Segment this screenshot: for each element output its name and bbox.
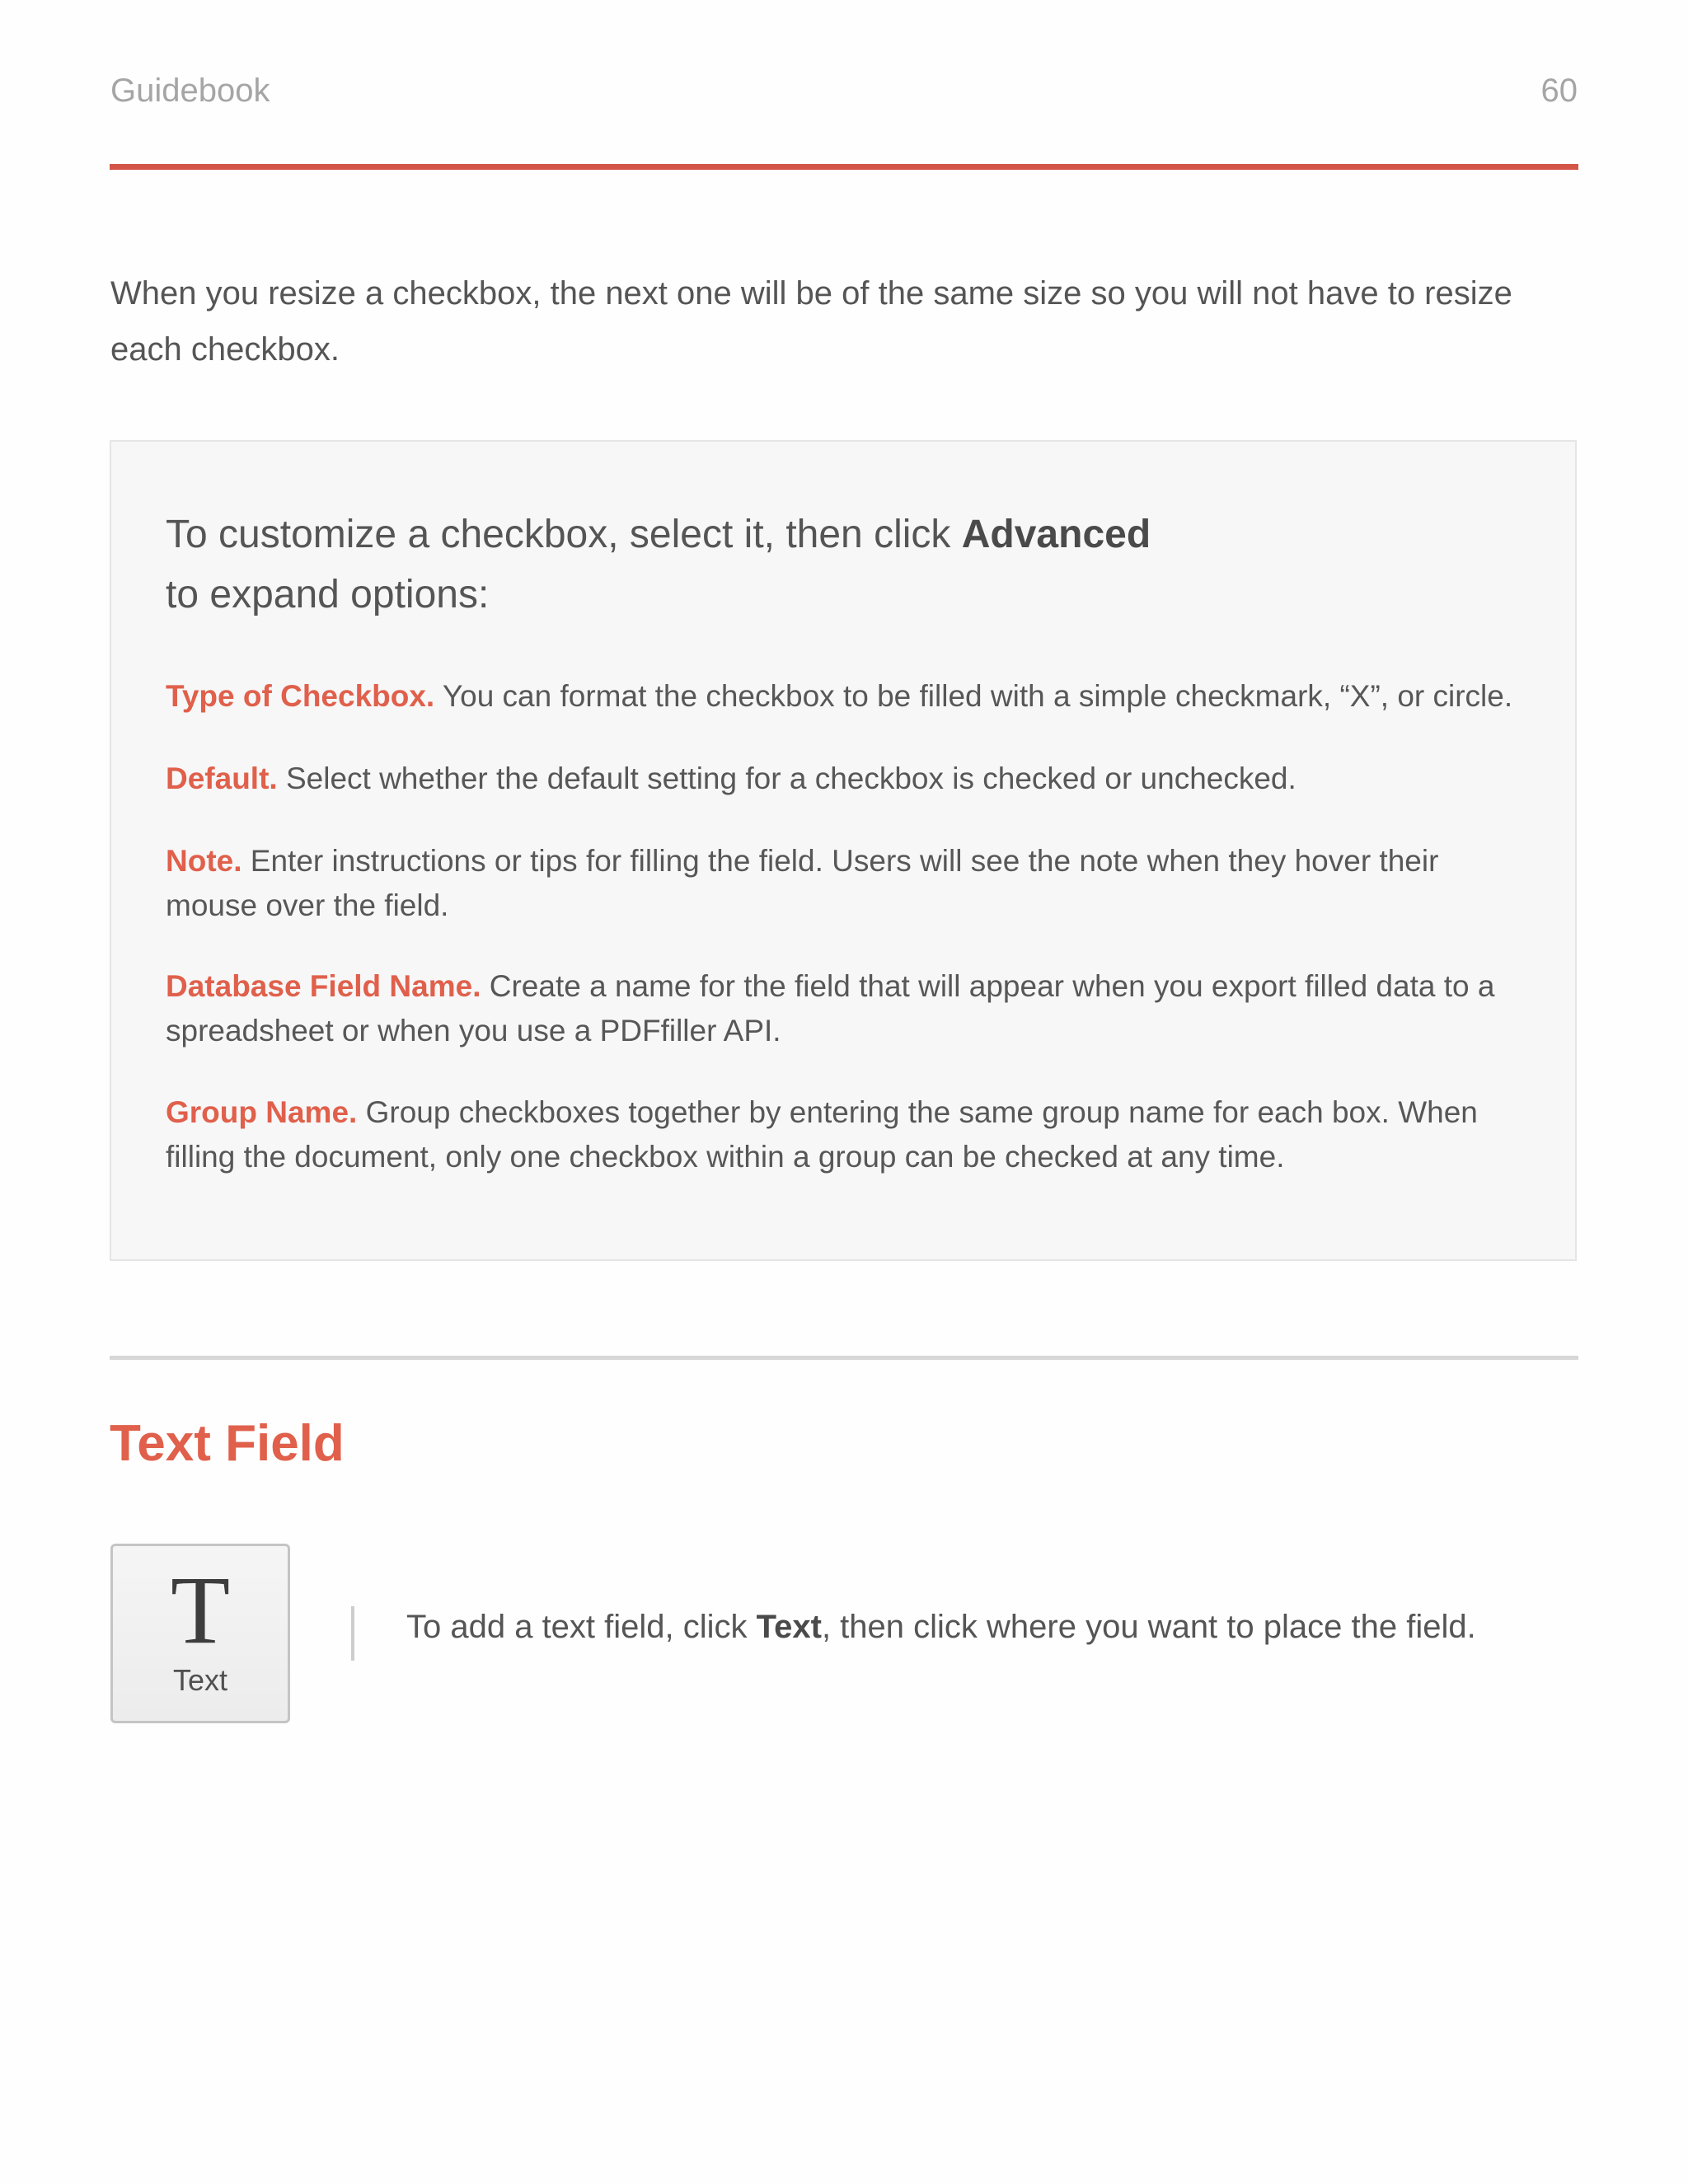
instruction-bar (351, 1606, 354, 1661)
option-type-of-checkbox (166, 674, 1534, 719)
header-title: Guidebook (110, 73, 270, 109)
instruction-start: To add a text field, click (406, 1609, 757, 1645)
option-default (166, 757, 1534, 801)
option-description: Enter instructions or tips for filling the field. Users will see the note when they hover their mouse over the field. (166, 844, 1439, 922)
header-divider (110, 164, 1578, 170)
option-term: Default. (166, 762, 278, 795)
section-divider (110, 1356, 1578, 1360)
option-term: Group Name. (166, 1095, 358, 1129)
callout-heading-continued: to expand options: (166, 573, 490, 616)
option-description: Create a name for the field that will appear when you export filled data to a spreadsheet or when you use a PDFfiller API. (166, 969, 1495, 1047)
option-description: You can format the checkbox to be filled with a simple checkmark, “X”, or circle. (442, 679, 1513, 713)
callout-heading (166, 504, 1237, 625)
option-group-name (166, 1090, 1534, 1179)
callout-heading-bold: Advanced (961, 513, 1151, 556)
text-tool-label: Text (172, 1663, 228, 1697)
option-term: Type of Checkbox. (166, 679, 435, 713)
section-title: Text Field (110, 1415, 345, 1472)
option-term: Note. (166, 844, 242, 878)
intro-paragraph: When you resize a checkbox, the next one will be of the same size so you will not have to resize each checkbox. (110, 275, 1512, 368)
instruction-end: , then click where you want to place the field. (821, 1609, 1476, 1645)
text-tool-button[interactable] (110, 1544, 290, 1723)
option-note (166, 839, 1534, 928)
option-database-field-name (166, 964, 1534, 1053)
option-term: Database Field Name. (166, 969, 481, 1003)
text-tool-icon: T (170, 1556, 231, 1664)
option-description: Select whether the default setting for a checkbox is checked or unchecked. (285, 762, 1296, 795)
callout-heading-text: To customize a checkbox, select it, then click (166, 513, 962, 556)
instruction-bold: Text (756, 1609, 822, 1645)
options-callout (110, 440, 1577, 1261)
page-number: 60 (1540, 73, 1578, 109)
option-description: Group checkboxes together by entering the same group name for each box. When filling the document, only one checkbox within a group can be checked at any time. (166, 1095, 1478, 1174)
instruction-text (406, 1609, 1476, 1646)
